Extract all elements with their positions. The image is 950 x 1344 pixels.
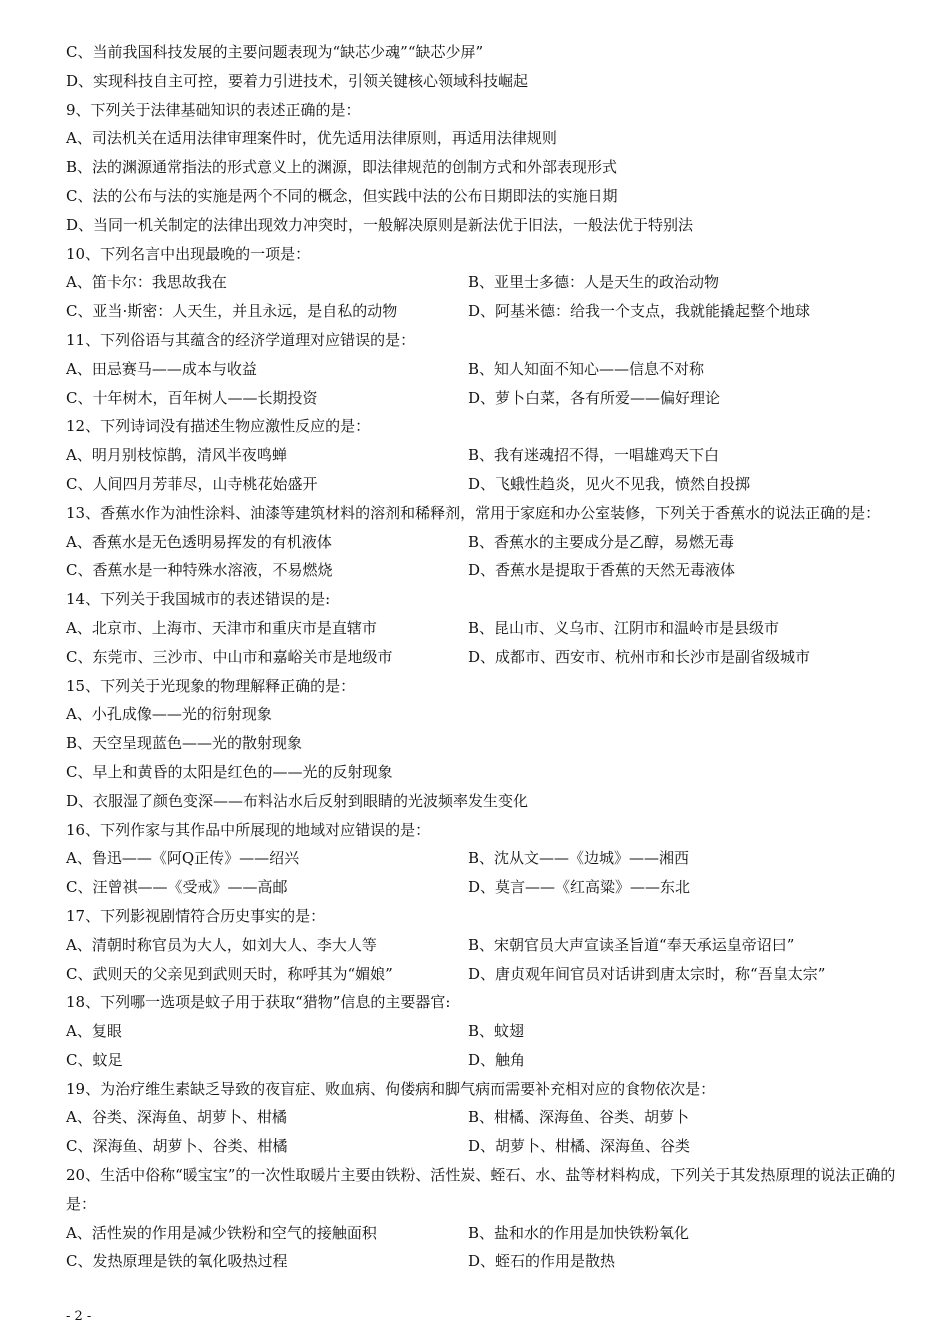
option: C、香蕉水是一种特殊水溶液，不易燃烧 (66, 561, 333, 580)
option-line: C、早上和黄昏的太阳是红色的——光的反射现象 (66, 762, 393, 781)
option-row (66, 1017, 896, 1046)
option-row (66, 1132, 896, 1161)
option-row (66, 931, 896, 960)
option: D、成都市、西安市、杭州市和长沙市是副省级城市 (468, 647, 811, 666)
option-line: A、小孔成像——光的衍射现象 (66, 705, 272, 724)
option: B、我有迷魂招不得，一唱雄鸡天下白 (468, 446, 720, 465)
question-stem: 18、下列哪一选项是蚊子用于获取“猎物”信息的主要器官: (66, 993, 451, 1012)
option: C、东莞市、三沙市、中山市和嘉峪关市是地级市 (66, 647, 393, 666)
option-row (66, 873, 896, 902)
option-row (66, 556, 896, 585)
option: A、北京市、上海市、天津市和重庆市是直辖市 (66, 618, 377, 637)
question-stem: 13、香蕉水作为油性涂料、油漆等建筑材料的溶剂和稀释剂，常用于家庭和办公室装修，下列关于香蕉水的说法正确的是： (66, 503, 881, 522)
option: C、汪曾祺——《受戒》——高邮 (66, 878, 288, 897)
option: B、亚里士多德：人是天生的政治动物 (468, 273, 720, 292)
option: D、胡萝卜、柑橘、深海鱼、谷类 (468, 1137, 691, 1156)
option-row (66, 297, 896, 326)
option: C、发热原理是铁的氧化吸热过程 (66, 1252, 288, 1271)
option: D、萝卜白菜，各有所爱——偏好理论 (468, 388, 721, 407)
option-line: C、法的公布与法的实施是两个不同的概念，但实践中法的公布日期即法的实施日期 (66, 186, 618, 205)
question-stem: 11、下列俗语与其蕴含的经济学道理对应错误的是： (66, 330, 416, 349)
option: D、飞蛾性趋炎，见火不见我，愤然自投掷 (468, 474, 751, 493)
option: A、田忌赛马——成本与收益 (66, 359, 257, 378)
question-stem: 19、为治疗维生素缺乏导致的夜盲症、败血病、佝偻病和脚气病而需要补充相对应的食物依次是： (66, 1079, 716, 1098)
option-row (66, 643, 896, 672)
question-stem: 15、下列关于光现象的物理解释正确的是： (66, 676, 356, 695)
option-line: A、司法机关在适用法律审理案件时，优先适用法律原则，再适用法律规则 (66, 129, 557, 148)
option: D、莫言——《红高粱》——东北 (468, 878, 691, 897)
exam-page (66, 38, 896, 1276)
option: A、明月别枝惊鹊，清风半夜鸣蝉 (66, 446, 287, 465)
question-stem: 20、生活中俗称“暖宝宝”的一次性取暖片主要由铁粉、活性炭、蛭石、水、盐等材料构成，下列关于其发热原理的说法正确的是： (66, 1166, 896, 1213)
option: C、十年树木，百年树人——长期投资 (66, 388, 318, 407)
option: A、活性炭的作用是减少铁粉和空气的接触面积 (66, 1223, 377, 1242)
option: B、昆山市、义乌市、江阴市和温岭市是县级市 (468, 618, 780, 637)
option: A、谷类、深海鱼、胡萝卜、柑橘 (66, 1108, 287, 1127)
question-stem: 9、下列关于法律基础知识的表述正确的是： (66, 100, 361, 119)
option-row (66, 528, 896, 557)
option-line: B、法的渊源通常指法的形式意义上的渊源，即法律规范的创制方式和外部表现形式 (66, 158, 618, 177)
option: B、柑橘、深海鱼、谷类、胡萝卜 (468, 1108, 690, 1127)
option: B、盐和水的作用是加快铁粉氧化 (468, 1223, 690, 1242)
option-line: B、天空呈现蓝色——光的散射现象 (66, 734, 303, 753)
question-stem: 14、下列关于我国城市的表述错误的是: (66, 590, 331, 609)
option: B、沈从文——《边城》——湘西 (468, 849, 690, 868)
question-stem: 12、下列诗词没有描述生物应激性反应的是： (66, 417, 371, 436)
option-row (66, 384, 896, 413)
option-row (66, 470, 896, 499)
option-row (66, 441, 896, 470)
option-row (66, 1046, 896, 1075)
option: B、香蕉水的主要成分是乙醇，易燃无毒 (468, 532, 735, 551)
option-row (66, 960, 896, 989)
option-row (66, 1219, 896, 1248)
option-line: C、当前我国科技发展的主要问题表现为“缺芯少魂”“缺芯少屏” (66, 43, 484, 61)
question-stem: 16、下列作家与其作品中所展现的地域对应错误的是： (66, 820, 431, 839)
option-row (66, 268, 896, 297)
option: D、香蕉水是提取于香蕉的天然无毒液体 (468, 561, 736, 580)
option-line: D、衣服湿了颜色变深——布料沾水后反射到眼睛的光波频率发生变化 (66, 791, 529, 810)
option: D、蛭石的作用是散热 (468, 1252, 616, 1271)
option: C、武则天的父亲见到武则天时，称呼其为“媚娘” (66, 964, 393, 983)
option: A、鲁迅——《阿Q正传》——绍兴 (66, 849, 300, 868)
option: C、深海鱼、胡萝卜、谷类、柑橘 (66, 1137, 288, 1156)
option: A、复眼 (66, 1022, 122, 1041)
option: A、香蕉水是无色透明易挥发的有机液体 (66, 532, 332, 551)
option-row (66, 1247, 896, 1276)
option: D、唐贞观年间官员对话讲到唐太宗时，称“吾皇太宗” (468, 964, 826, 983)
option: D、阿基米德：给我一个支点，我就能撬起整个地球 (468, 302, 811, 321)
question-stem: 17、下列影视剧情符合历史事实的是： (66, 906, 326, 925)
question-stem: 10、下列名言中出现最晚的一项是： (66, 244, 311, 263)
option: B、蚊翅 (468, 1022, 525, 1041)
option: B、宋朝官员大声宣读圣旨道“奉天承运皇帝诏曰” (468, 935, 795, 954)
option-row (66, 614, 896, 643)
option: B、知人知面不知心——信息不对称 (468, 359, 705, 378)
option: D、触角 (468, 1050, 526, 1069)
option: A、清朝时称官员为大人，如刘大人、李大人等 (66, 935, 377, 954)
option: C、亚当·斯密：人天生，并且永远，是自私的动物 (66, 302, 398, 321)
option: C、人间四月芳菲尽，山寺桃花始盛开 (66, 474, 318, 493)
option: C、蚊足 (66, 1050, 123, 1069)
option: A、笛卡尔：我思故我在 (66, 273, 227, 292)
option-line: D、实现科技自主可控，要着力引进技术，引领关键核心领域科技崛起 (66, 71, 529, 90)
option-row (66, 844, 896, 873)
option-line: D、当同一机关制定的法律出现效力冲突时，一般解决原则是新法优于旧法，一般法优于特别法 (66, 215, 694, 234)
option-row (66, 355, 896, 384)
page-number: - 2 - (66, 1309, 92, 1324)
option-row (66, 1103, 896, 1132)
